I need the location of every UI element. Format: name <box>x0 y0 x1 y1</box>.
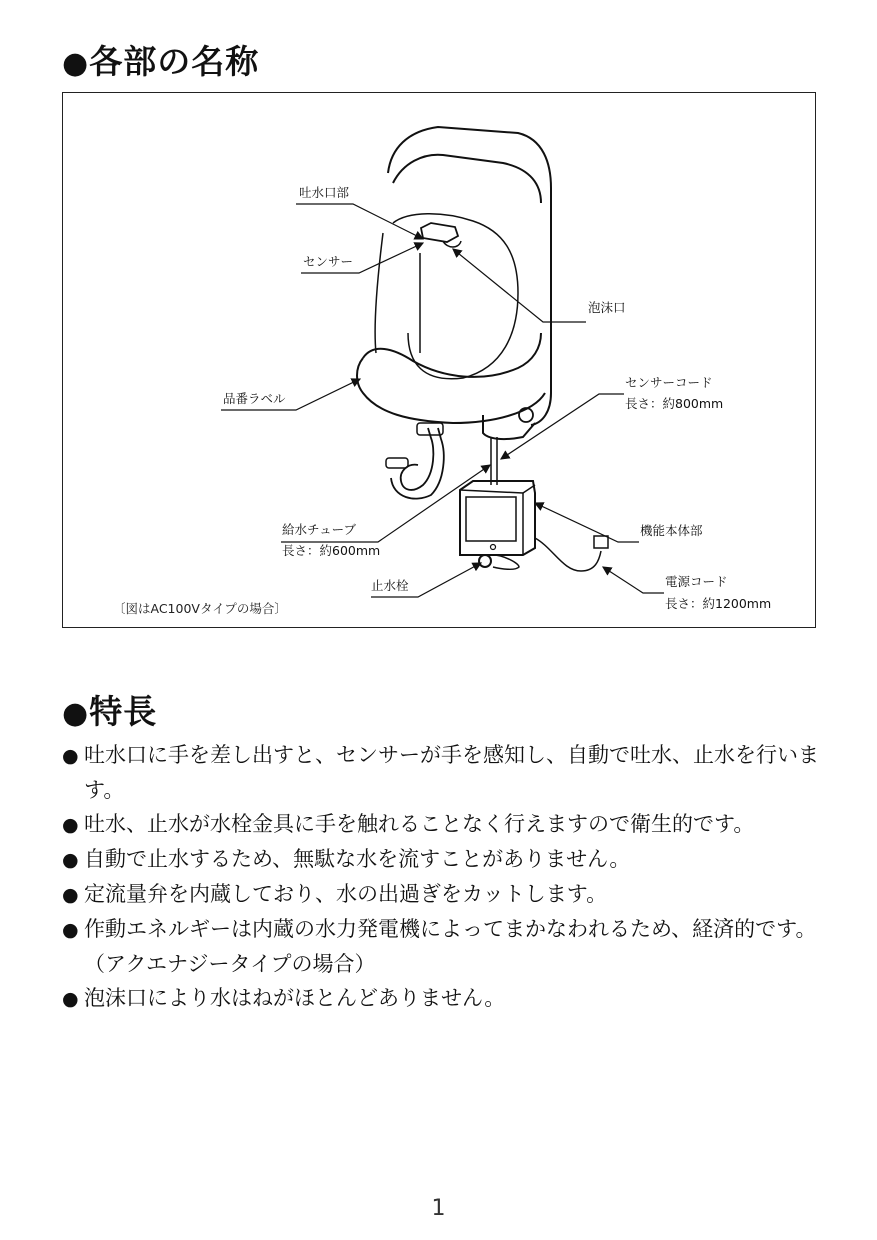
section-title: 特長 <box>89 692 158 731</box>
feature-item: ● 自動で止水するため、無駄な水を流すことがありません。 <box>62 842 832 877</box>
label-power-cord-length: 長さ：約1200mm <box>665 596 772 611</box>
label-stop-valve: 止水栓 <box>371 578 409 593</box>
bullet-icon: ● <box>62 849 79 871</box>
bullet-icon: ● <box>62 884 79 906</box>
label-supply-tube-length: 長さ：約600mm <box>282 543 381 558</box>
bullet-icon: ● <box>62 988 79 1010</box>
bullet-icon: ● <box>62 46 90 81</box>
feature-item: ● 作動エネルギーは内蔵の水力発電機によってまかなわれるため、経済的です。（アクエナジータイプの場合） <box>62 912 832 981</box>
parts-diagram <box>62 92 816 628</box>
feature-item: ● 吐水口に手を差し出すと、センサーが手を感知し、自動で吐水、止水を行います。 <box>62 738 832 807</box>
label-sensor: センサー <box>303 254 354 269</box>
figure-note: 〔図はAC100Vタイプの場合〕 <box>113 601 287 616</box>
label-sensor-cord-length: 長さ：約800mm <box>625 396 724 411</box>
label-spout: 吐水口部 <box>299 185 350 200</box>
feature-list <box>62 738 832 1016</box>
label-power-cord: 電源コード <box>665 574 728 589</box>
bullet-icon: ● <box>62 919 79 941</box>
label-main-unit: 機能本体部 <box>640 523 703 538</box>
section-heading-features <box>62 692 158 731</box>
label-sensor-cord: センサーコード <box>625 375 713 390</box>
feature-item: ● 泡沫口により水はねがほとんどありません。 <box>62 981 832 1016</box>
feature-item: ● 吐水、止水が水栓金具に手を触れることなく行えますので衛生的です。 <box>62 807 832 842</box>
label-supply-tube: 給水チューブ <box>282 522 357 537</box>
label-aerator: 泡沫口 <box>588 300 626 315</box>
section-heading-parts <box>62 42 260 81</box>
washbasin-illustration <box>63 93 817 629</box>
page-number: 1 <box>431 1196 446 1221</box>
feature-item: ● 定流量弁を内蔵しており、水の出過ぎをカットします。 <box>62 877 832 912</box>
bullet-icon: ● <box>62 745 79 767</box>
label-model-number: 品番ラベル <box>223 391 286 406</box>
bullet-icon: ● <box>62 696 90 731</box>
bullet-icon: ● <box>62 814 79 836</box>
section-title: 各部の名称 <box>89 42 260 81</box>
